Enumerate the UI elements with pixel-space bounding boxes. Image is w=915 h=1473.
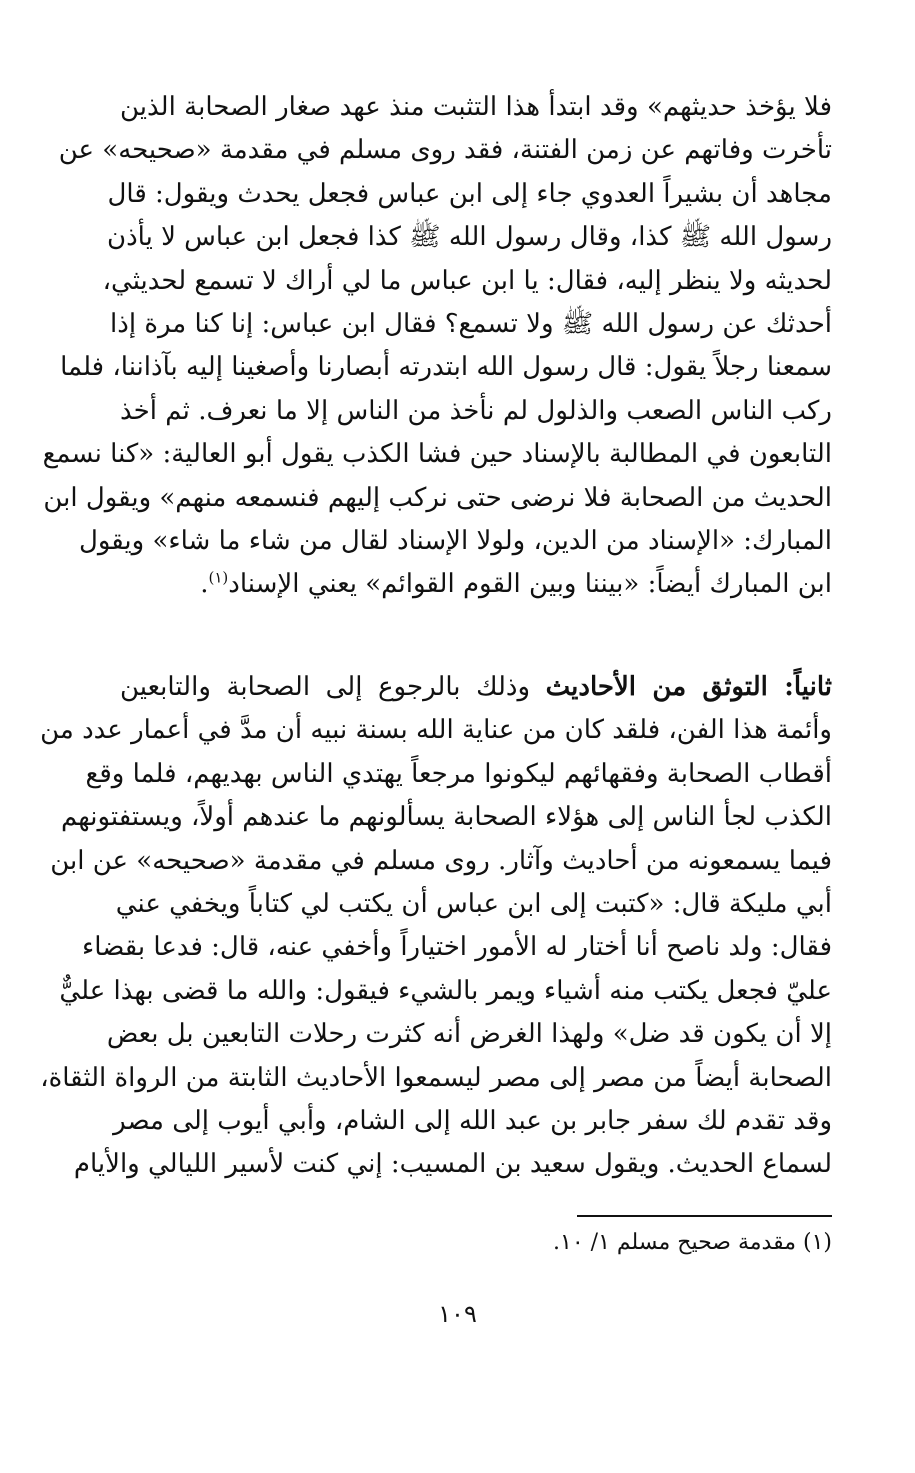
- footnote-reference[interactable]: (١): [208, 568, 229, 587]
- text-line: مجاهد أن بشيراً العدوي جاء إلى ابن عباس فجعل يحدث ويقول: قال: [107, 178, 832, 209]
- section-heading-inline: ثانياً: التوثق من الأحاديث: [545, 672, 832, 702]
- text-line: فقال: ولد ناصح أنا أختار له الأمور اختياراً وأخفي عنه، قال: فدعا بقضاء: [82, 932, 832, 963]
- text-line: ركب الناس الصعب والذلول لم نأخذ من الناس إلا ما نعرف. ثم أخذ: [120, 395, 832, 426]
- page-number: ١٠٩: [438, 1300, 477, 1328]
- text-line: رسول الله ﷺ كذا، وقال رسول الله ﷺ كذا فجعل ابن عباس لا يأذن: [106, 222, 832, 253]
- text-line: عليّ فجعل يكتب منه أشياء ويمر بالشيء فيقول: والله ما قضى بهذا عليٌّ: [59, 975, 832, 1006]
- text-line: لحديثه ولا ينظر إليه، فقال: يا ابن عباس ما لي أراك لا تسمع لحديثي،: [102, 265, 832, 296]
- text-line: التابعون في المطالبة بالإسناد حين فشا الكذب يقول أبو العالية: «كنا نسمع: [42, 439, 832, 470]
- paragraph-hadith-verification: [42, 86, 832, 607]
- text-line: فيما يسمعونه من أحاديث وآثار. روى مسلم في مقدمة «صحيحه» عن ابن: [50, 845, 832, 876]
- text-line: أقطاب الصحابة وفقهائهم ليكونوا مرجعاً يهتدي الناس بهديهم، فلما وقع: [85, 758, 832, 789]
- text-line: تأخرت وفاتهم عن زمن الفتنة، فقد روى مسلم في مقدمة «صحيحه» عن: [58, 135, 832, 166]
- sentence-end: .: [200, 569, 209, 600]
- footnote-divider: [577, 1215, 832, 1217]
- text-line: وقد تقدم لك سفر جابر بن عبد الله إلى الشام، وأبي أيوب إلى مصر: [113, 1106, 832, 1137]
- footnote: (١) مقدمة صحيح مسلم ١/ ١٠.: [553, 1230, 832, 1255]
- text-line: وأئمة هذا الفن، فلقد كان من عناية الله بسنة نبيه أن مدَّ في أعمار عدد من: [40, 715, 832, 746]
- text-segment: وذلك بالرجوع إلى الصحابة والتابعين: [120, 672, 546, 702]
- text-line: [120, 666, 832, 709]
- text-line: الكذب لجأ الناس إلى هؤلاء الصحابة يسألونهم ما عندهم أولاً، ويستفتونهم: [60, 802, 832, 833]
- text-line: فلا يؤخذ حديثهم» وقد ابتدأ هذا التثبت منذ عهد صغار الصحابة الذين: [120, 92, 832, 122]
- text-line: أبي مليكة قال: «كتبت إلى ابن عباس أن يكتب لي كتاباً ويخفي عني: [115, 889, 832, 920]
- text-line: الصحابة أيضاً من مصر إلى مصر ليسمعوا الأحاديث الثابتة من الرواة الثقاة،: [40, 1062, 832, 1093]
- text-line: الحديث من الصحابة فلا نرضى حتى نركب إليهم فنسمعه منهم» ويقول ابن: [43, 482, 832, 513]
- text-line-last: [120, 563, 832, 606]
- paragraph-second-point: [40, 666, 832, 1187]
- text-line: أحدثك عن رسول الله ﷺ ولا تسمع؟ فقال ابن عباس: إنا كنا مرة إذا: [110, 309, 832, 340]
- text-line: سمعنا رجلاً يقول: قال رسول الله ابتدرته أبصارنا وأصغينا إليه بآذاننا، فلما: [60, 352, 832, 383]
- text-line: إلا أن يكون قد ضل» ولهذا الغرض أنه كثرت رحلات التابعين بل بعض: [106, 1019, 832, 1050]
- text-segment: ابن المبارك أيضاً: «بيننا وبين القوم القوائم» يعني الإسناد: [228, 569, 832, 600]
- text-line: المبارك: «الإسناد من الدين، ولولا الإسناد لقال من شاء ما شاء» ويقول: [78, 526, 832, 557]
- text-line-last: لسماع الحديث. ويقول سعيد بن المسيب: إني كنت لأسير الليالي والأيام: [73, 1149, 832, 1180]
